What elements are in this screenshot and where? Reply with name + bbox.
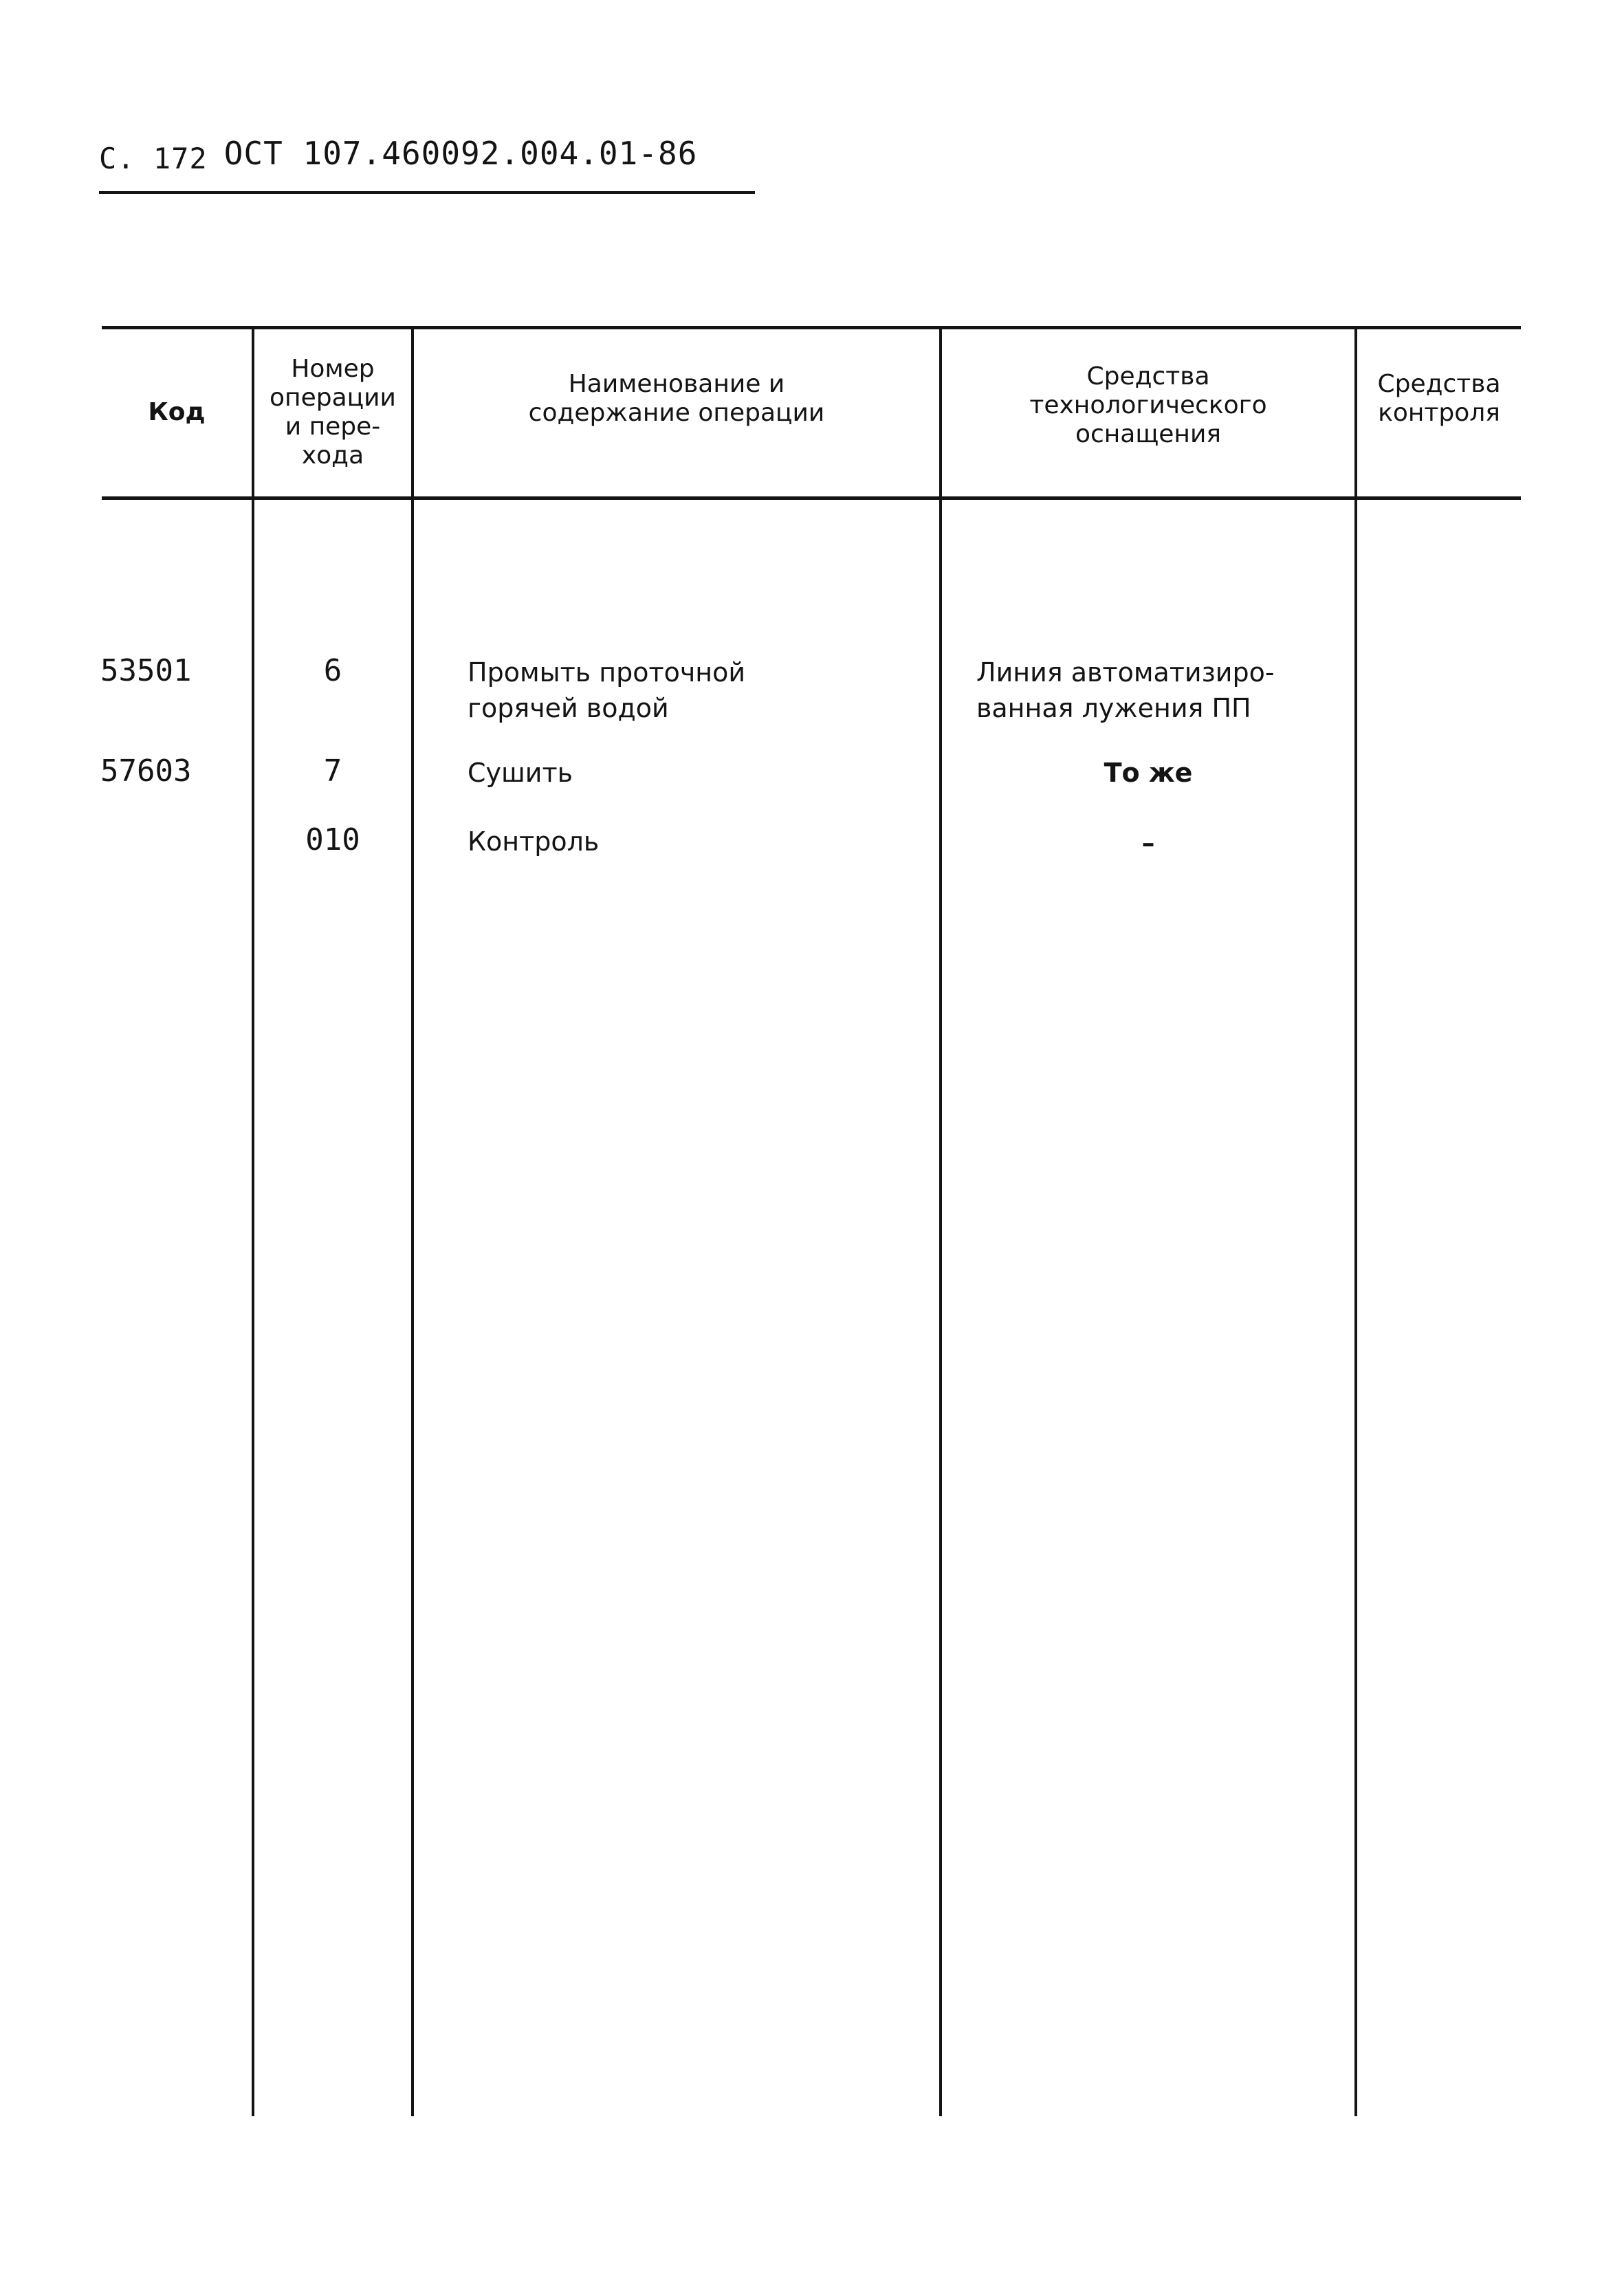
column-divider-2 [411, 326, 414, 2116]
row-operation-text: Сушить [468, 758, 573, 788]
row-equipment: – [1141, 828, 1155, 858]
column-divider-4 [1354, 326, 1357, 2116]
row-equipment: Линия автоматизиро- ванная лужения ПП [976, 657, 1275, 723]
row-operation-number: 7 [323, 754, 342, 789]
page-number: С. 172 [99, 142, 208, 175]
row-operation-text: Промыть проточной горячей водой [468, 657, 746, 723]
column-header-code: Код [148, 398, 206, 426]
column-header-operation-number: Номер операции и пере- хода [270, 355, 396, 470]
column-header-equipment: Средства технологического оснащения [1029, 362, 1267, 448]
row-equipment: То же [1104, 758, 1193, 788]
row-operation-text: Контроль [468, 826, 600, 857]
row-operation-number: 010 [305, 822, 360, 857]
row-operation-number: 6 [323, 653, 342, 688]
column-divider-1 [252, 326, 254, 2116]
column-divider-3 [939, 326, 942, 2116]
table-header-rule [102, 496, 1521, 500]
column-header-control: Средства контроля [1377, 370, 1501, 427]
row-code: 53501 [100, 653, 192, 688]
standard-designation: ОСТ 107.460092.004.01-86 [223, 135, 698, 172]
table-top-rule [102, 326, 1521, 329]
page-header [99, 135, 698, 175]
column-header-operation-name: Наименование и содержание операции [528, 370, 825, 427]
header-underline [99, 191, 755, 194]
row-code: 57603 [100, 754, 192, 789]
